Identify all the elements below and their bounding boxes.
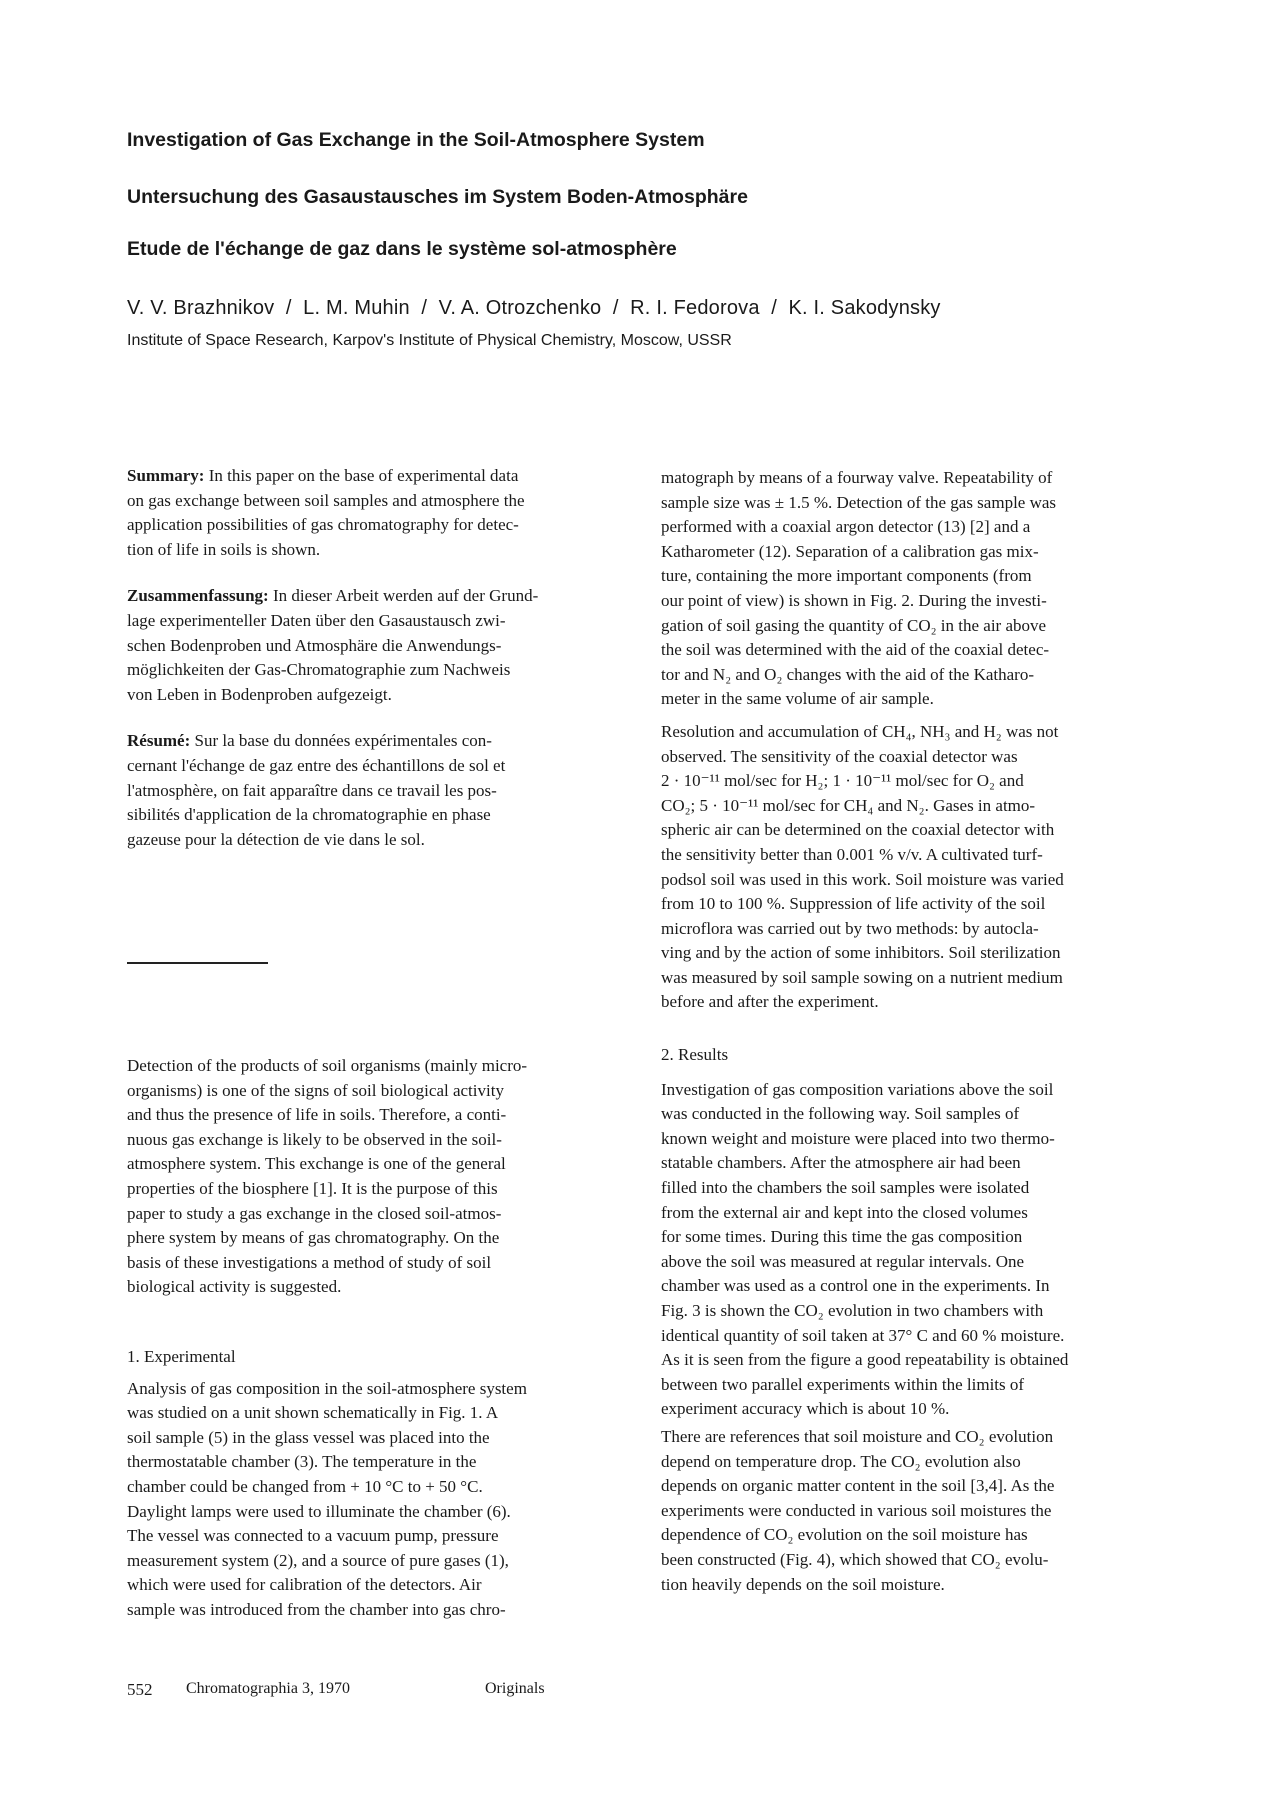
body-line: the soil was determined with the aid of the coaxial detec-	[661, 640, 1050, 660]
results-line: filled into the chambers the soil samples were isolated	[661, 1178, 1030, 1198]
results-line: been constructed (Fig. 4), which showed that CO₂ evolu-	[661, 1549, 1049, 1569]
results-line: from the external air and kept into the closed volumes	[661, 1202, 1028, 1222]
intro-line: nuous gas exchange is likely to be observed in the soil-	[127, 1129, 502, 1149]
experimental-line: measurement system (2), and a source of pure gases (1),	[127, 1550, 509, 1570]
results-line: dependence of CO₂ evolution on the soil moisture has	[661, 1525, 1028, 1545]
body-line: sample size was ± 1.5 %. Detection of the gas sample was	[661, 492, 1057, 512]
summary-line: on gas exchange between soil samples and atmosphere the	[127, 490, 525, 510]
experimental-line: sample was introduced from the chamber into gas chro-	[127, 1599, 506, 1619]
body-line: microflora was carried out by two methods: by autocla-	[661, 918, 1039, 938]
body-line: our point of view) is shown in Fig. 2. During the investi-	[661, 590, 1047, 610]
results-line: There are references that soil moisture and CO₂ evolution	[661, 1426, 1054, 1446]
results-line: between two parallel experiments within the limits of	[661, 1374, 1025, 1394]
summary-label: Summary:	[127, 466, 205, 485]
intro-line: organisms) is one of the signs of soil biological activity	[127, 1080, 504, 1100]
body-line: the sensitivity better than 0.001 % v/v. A cultivated turf-	[661, 844, 1043, 864]
intro-line: phere system by means of gas chromatography. On the	[127, 1228, 500, 1248]
results-line: As it is seen from the figure a good repeatability is obtained	[661, 1350, 1069, 1370]
summary-first-line	[127, 464, 627, 489]
page-number: 552	[127, 1680, 153, 1699]
intro-line: properties of the biosphere [1]. It is the purpose of this	[127, 1178, 498, 1198]
results-line: chamber was used as a control one in the experiments. In	[661, 1276, 1050, 1296]
body-line: CO₂; 5 · 10⁻¹¹ mol/sec for CH₄ and N₂. Gases in atmo-	[661, 795, 1036, 815]
body-line: gation of soil gasing the quantity of CO₂ in the air above	[661, 615, 1047, 635]
section-2-heading: 2. Results	[661, 1045, 729, 1065]
resume-line: l'atmosphère, on fait apparaître dans ce travail les pos-	[127, 780, 497, 800]
body-line: performed with a coaxial argon detector (13) [2] and a	[661, 517, 1031, 537]
resume-line: cernant l'échange de gaz entre des échantillons de sol et	[127, 755, 506, 775]
resume-line: Sur la base du données expérimentales con-	[194, 731, 492, 751]
results-line: for some times. During this time the gas composition	[661, 1227, 1023, 1247]
moisture-paragraph	[661, 1425, 1181, 1597]
resume-label: Résumé:	[127, 731, 191, 751]
results-line: tion heavily depends on the soil moisture.	[661, 1574, 945, 1594]
experimental-line: chamber could be changed from + 10 °C to + 50 °C.	[127, 1476, 483, 1496]
resume-first-line	[127, 729, 627, 754]
resume-abstract	[127, 729, 627, 852]
experimental-line: Daylight lamps were used to illuminate the chamber (6).	[127, 1501, 511, 1521]
title-german: Untersuchung des Gasaustausches im System Boden-Atmosphäre	[127, 186, 748, 208]
results-line: Fig. 3 is shown the CO₂ evolution in two chambers with	[661, 1301, 1044, 1320]
zusammenfassung-line: von Leben in Bodenproben aufgezeigt.	[127, 684, 392, 704]
body-line: ving and by the action of some inhibitors. Soil sterilization	[661, 943, 1061, 963]
resume-line: sibilités d'application de la chromatographie en phase	[127, 805, 491, 825]
intro-line: paper to study a gas exchange in the closed soil-atmos-	[127, 1203, 502, 1223]
body-line: tor and N₂ and O₂ changes with the aid of the Katharo-	[661, 664, 1034, 684]
experimental-line: The vessel was connected to a vacuum pump, pressure	[127, 1526, 499, 1546]
results-line: depends on organic matter content in the soil [3,4]. As the	[661, 1476, 1055, 1496]
intro-line: and thus the presence of life in soils. Therefore, a conti-	[127, 1105, 507, 1125]
intro-line: atmosphere system. This exchange is one of the general	[127, 1154, 506, 1174]
intro-line: Detection of the products of soil organisms (mainly micro-	[127, 1056, 528, 1075]
body-line: observed. The sensitivity of the coaxial detector was	[661, 746, 1018, 766]
introduction-paragraph	[127, 1054, 627, 1300]
zusammenfassung-line: möglichkeiten der Gas-Chromatographie zum Nachweis	[127, 660, 511, 680]
experimental-line: was studied on a unit shown schematically in Fig. 1. A	[127, 1403, 499, 1423]
title-english: Investigation of Gas Exchange in the Soil-Atmosphere System	[127, 129, 705, 151]
results-line: Investigation of gas composition variations above the soil	[661, 1079, 1054, 1099]
experimental-line: which were used for calibration of the detectors. Air	[127, 1575, 482, 1595]
body-line: 2 · 10⁻¹¹ mol/sec for H₂; 1 · 10⁻¹¹ mol/sec for O₂ and	[661, 771, 1024, 791]
experimental-paragraph	[127, 1377, 627, 1623]
body-line: matograph by means of a fourway valve. Repeatability of	[661, 468, 1053, 487]
body-line: meter in the same volume of air sample.	[661, 689, 934, 709]
section-1-heading: 1. Experimental	[127, 1346, 236, 1366]
zusammenfassung-abstract	[127, 584, 627, 707]
zusammenfassung-line: lage experimenteller Daten über den Gasaustausch zwi-	[127, 610, 506, 630]
title-french: Etude de l'échange de gaz dans le système sol-atmosphère	[127, 238, 677, 260]
section-label: Originals	[485, 1680, 545, 1697]
left-body-column	[127, 1054, 627, 1622]
results-line: was conducted in the following way. Soil samples of	[661, 1104, 1020, 1124]
experimental-line: thermostatable chamber (3). The temperature in the	[127, 1452, 477, 1472]
summary-line: In this paper on the base of experimental data	[208, 466, 519, 485]
intro-line: biological activity is suggested.	[127, 1277, 342, 1297]
body-line: from 10 to 100 %. Suppression of life activity of the soil	[661, 894, 1046, 914]
results-line: experiments were conducted in various soil moistures the	[661, 1500, 1052, 1520]
body-line: ture, containing the more important components (from	[661, 566, 1032, 586]
results-line: above the soil was measured at regular intervals. One	[661, 1251, 1025, 1271]
affiliation: Institute of Space Research, Karpov's Institute of Physical Chemistry, Moscow, USSR	[127, 332, 732, 349]
experimental-line: Analysis of gas composition in the soil-atmosphere system	[127, 1378, 527, 1398]
sensitivity-paragraph	[661, 720, 1181, 1015]
zusammenfassung-first-line	[127, 584, 627, 609]
body-line: before and after the experiment.	[661, 992, 879, 1012]
author-list: V. V. Brazhnikov / L. M. Muhin / V. A. Otrozchenko / R. I. Fedorova / K. I. Sakodynsky	[127, 297, 941, 319]
results-line: known weight and moisture were placed into two thermo-	[661, 1128, 1055, 1148]
results-line: identical quantity of soil taken at 37° C and 60 % moisture.	[661, 1325, 1065, 1345]
results-line: depend on temperature drop. The CO₂ evolution also	[661, 1451, 1021, 1471]
body-line: Katharometer (12). Separation of a calibration gas mix-	[661, 541, 1039, 561]
body-line: spheric air can be determined on the coaxial detector with	[661, 820, 1055, 840]
zusammenfassung-label: Zusammenfassung:	[127, 586, 269, 606]
journal-citation: Chromatographia 3, 1970	[186, 1680, 350, 1697]
summary-line: application possibilities of gas chromatography for detec-	[127, 515, 519, 535]
zusammenfassung-line: In dieser Arbeit werden auf der Grund-	[272, 586, 539, 606]
detector-paragraph	[661, 466, 1181, 712]
summary-abstract	[127, 464, 627, 562]
zusammenfassung-line: schen Bodenproben und Atmosphäre die Anwendungs-	[127, 635, 502, 655]
intro-line: basis of these investigations a method of study of soil	[127, 1252, 492, 1272]
abstract-divider-rule	[127, 962, 268, 964]
body-line: podsol soil was used in this work. Soil moisture was varied	[661, 869, 1064, 889]
summary-line: tion of life in soils is shown.	[127, 539, 321, 559]
results-paragraph	[661, 1078, 1181, 1422]
right-body-column	[661, 466, 1181, 1597]
results-line: statable chambers. After the atmosphere air had been	[661, 1153, 1021, 1173]
resume-line: gazeuse pour la détection de vie dans le sol.	[127, 829, 425, 849]
experimental-line: soil sample (5) in the glass vessel was placed into the	[127, 1427, 490, 1447]
body-line: Resolution and accumulation of CH₄, NH₃ and H₂ was not	[661, 721, 1059, 741]
body-line: was measured by soil sample sowing on a nutrient medium	[661, 967, 1063, 987]
results-line: experiment accuracy which is about 10 %.	[661, 1399, 950, 1419]
abstracts-column	[127, 464, 627, 874]
